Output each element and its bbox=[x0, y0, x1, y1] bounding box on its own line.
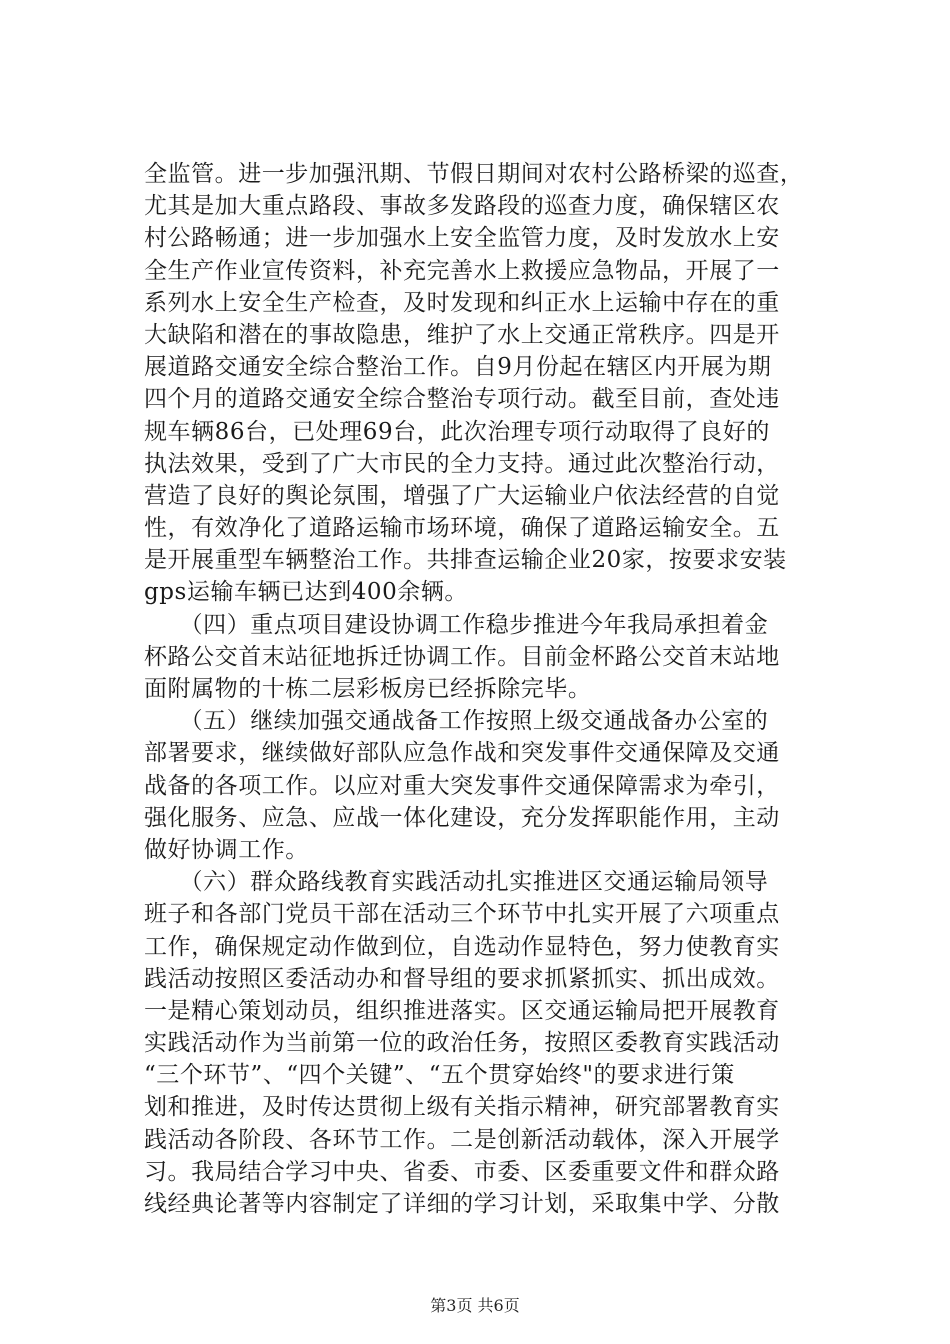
text-line: 尤其是加大重点路段、事故多发路段的巡查力度，确保辖区农 bbox=[144, 193, 780, 220]
text-line: 执法效果，受到了广大市民的全力支持。通过此次整治行动， bbox=[144, 450, 780, 477]
text-line: 杯路公交首末站征地拆迁协调工作。目前金杯路公交首末站地 bbox=[144, 643, 780, 670]
text-line: 一是精心策划动员，组织推进落实。区交通运输局把开展教育 bbox=[144, 997, 780, 1024]
text-line: 实践活动作为当前第一位的政治任务，按照区委教育实践活动 bbox=[144, 1030, 780, 1057]
text-line: （六）群众路线教育实践活动扎实推进区交通运输局领导 bbox=[144, 869, 769, 896]
text-line: 村公路畅通；进一步加强水上安全监管力度，及时发放水上安 bbox=[144, 225, 780, 252]
text-line: 全生产作业宣传资料，补充完善水上救援应急物品，开展了一 bbox=[144, 257, 780, 284]
body-text bbox=[144, 158, 814, 1220]
text-line: 大缺陷和潜在的事故隐患，维护了水上交通正常秩序。四是开 bbox=[144, 321, 780, 348]
text-line: “三个环节”、“四个关键”、“五个贯穿始终"的要求进行策 bbox=[144, 1062, 735, 1089]
text-line: 系列水上安全生产检查，及时发现和纠正水上运输中存在的重 bbox=[144, 289, 780, 316]
text-line: （五）继续加强交通战备工作按照上级交通战备办公室的 bbox=[144, 708, 769, 735]
text-line: 部署要求，继续做好部队应急作战和突发事件交通保障及交通 bbox=[144, 740, 780, 767]
text-line: 营造了良好的舆论氛围，增强了广大运输业户依法经营的自觉 bbox=[144, 482, 780, 509]
text-line: 践活动各阶段、各环节工作。二是创新活动载体，深入开展学 bbox=[144, 1126, 780, 1153]
text-line: 践活动按照区委活动办和督导组的要求抓紧抓实、抓出成效。 bbox=[144, 965, 780, 992]
text-line: 展道路交通安全综合整治工作。自9月份起在辖区内开展为期 bbox=[144, 354, 772, 381]
text-line: 四个月的道路交通安全综合整治专项行动。截至目前，查处违 bbox=[144, 386, 780, 413]
page-footer: 第3页 共6页 bbox=[430, 1296, 520, 1315]
text-line: 强化服务、应急、应战一体化建设，充分发挥职能作用，主动 bbox=[144, 804, 780, 831]
text-line: 班子和各部门党员干部在活动三个环节中扎实开展了六项重点 bbox=[144, 901, 780, 928]
text-line: 习。我局结合学习中央、省委、市委、区委重要文件和群众路 bbox=[144, 1158, 780, 1185]
text-line: 规车辆86台，已处理69台，此次治理专项行动取得了良好的 bbox=[144, 418, 770, 445]
text-line: 是开展重型车辆整治工作。共排查运输企业20家，按要求安装 bbox=[144, 547, 787, 574]
text-line: 工作，确保规定动作做到位，自选动作显特色，努力使教育实 bbox=[144, 933, 780, 960]
text-line: 划和推进，及时传达贯彻上级有关指示精神，研究部署教育实 bbox=[144, 1094, 780, 1121]
text-line: （四）重点项目建设协调工作稳步推进今年我局承担着金 bbox=[144, 611, 769, 638]
text-line: gps运输车辆已达到400余辆。 bbox=[144, 579, 468, 606]
text-line: 线经典论著等内容制定了详细的学习计划，采取集中学、分散 bbox=[144, 1191, 780, 1217]
text-line: 全监管。进一步加强汛期、节假日期间对农村公路桥梁的巡查， bbox=[144, 161, 804, 187]
text-line: 战备的各项工作。以应对重大突发事件交通保障需求为牵引， bbox=[144, 772, 780, 799]
text-line: 性，有效净化了道路运输市场环境，确保了道路运输安全。五 bbox=[144, 515, 780, 542]
text-line: 做好协调工作。 bbox=[144, 836, 309, 863]
text-line: 面附属物的十栋二层彩板房已经拆除完毕。 bbox=[144, 676, 592, 702]
